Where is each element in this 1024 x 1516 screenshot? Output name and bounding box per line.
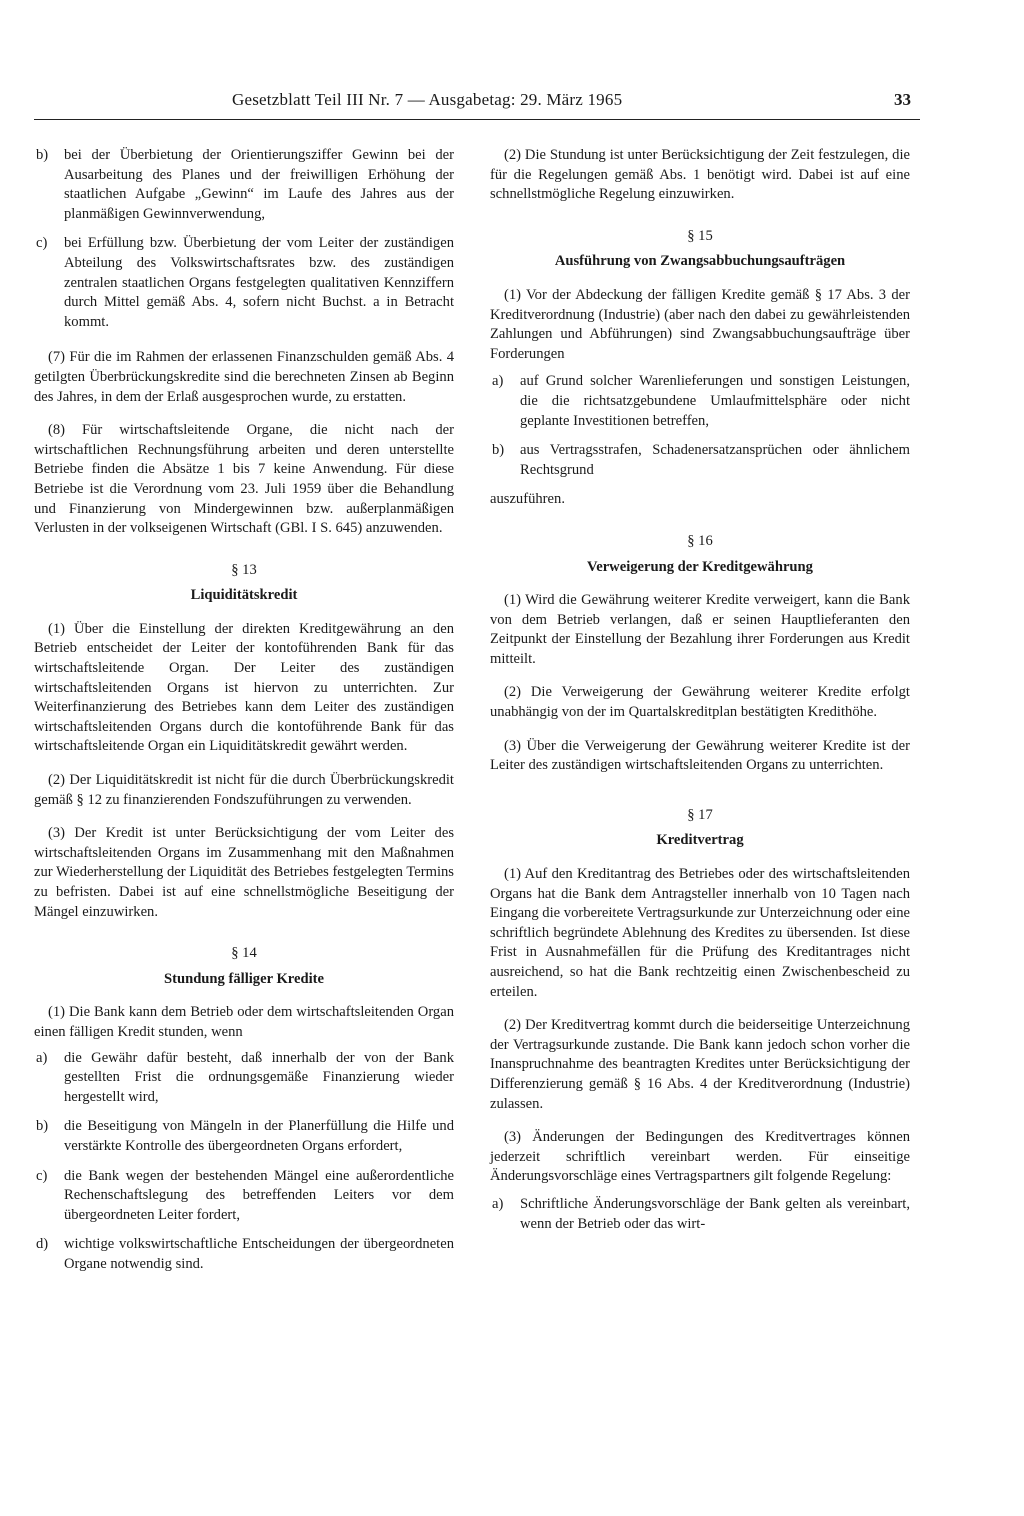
section-number: § 16 [687, 532, 713, 549]
item-label: b) [36, 1118, 49, 1135]
paragraph: (7) Für die im Rahmen der erlassenen Finanzschulden gemäß Abs. 4 getilgten Überbrückungskredite sind die berechneten Zinsen ab Beginn des Jahres, in dem der Erlaß ausgesprochen wurde, zu erstatten. [34, 349, 454, 405]
item-text: auf Grund solcher Warenlieferungen und sonstigen Leistungen, die die richtsatzgebundene Umlaufmittelsphäre oder nicht geplante Investitionen betreffen, [520, 373, 910, 429]
paragraph: (1) Wird die Gewährung weiterer Kredite verweigert, kann die Bank von dem Betrieb verlangen, daß er seinen Hauptlieferanten den Zeitpunkt der Einstellung der Bezahlung ihrer Forderungen aus Kredit mitteilt. [490, 592, 910, 667]
item-label: c) [36, 235, 48, 252]
item-text: aus Vertragsstrafen, Schadenersatzansprüchen oder ähnlichem Rechtsgrund [520, 442, 910, 478]
paragraph: (3) Über die Verweigerung der Gewährung weiterer Kredite ist der Leiter des zuständigen wirtschaftsleitenden Organs zu unterrichten. [490, 737, 910, 774]
section-number: § 13 [231, 561, 257, 578]
paragraph: (1) Die Bank kann dem Betrieb oder dem wirtschaftsleitenden Organ einen fälligen Kredit stunden, wenn [34, 1004, 454, 1040]
paragraph: (8) Für wirtschaftsleitende Organe, die nicht nach der wirtschaftlichen Rechnungsführung arbeiten und deren unterstellte Betriebe finden die Absätze 1 bis 7 keine Anwendung. Für diese Betriebe ist die Verordnung vom 23. Juli 1959 über die Behandlung und Finanzierung von Mindergewinnen bzw. außerplanmäßigen Verlusten in der volkseigenen Wirtschaft (GBl. I S. 645) anzuwenden. [34, 422, 454, 537]
paragraph: (3) Änderungen der Bedingungen des Kreditvertrages können jederzeit schriftlich vereinbart werden. Für einseitige Änderungsvorschläge eines Vertragspartners gilt folgende Regelung: [490, 1129, 910, 1185]
paragraph: (2) Die Verweigerung der Gewährung weiterer Kredite erfolgt unabhängig von der im Quartalskreditplan bestätigten Kredithöhe. [490, 684, 910, 721]
page-header [0, 84, 1024, 114]
paragraph: (1) Auf den Kreditantrag des Betriebes oder des wirtschaftsleitenden Organs hat die Bank dem Antragsteller innerhalb von 10 Tagen nach Eingang die vorbereitete Vertragsurkunde zur Unterzeichnung oder eine schriftlich begründete Ablehnung des Kredites zu übersenden. Ist diese Frist in Ausnahmefällen für die Prüfung des Kreditantrages nicht ausreichend, so hat die Bank rechtzeitig einen Zwischenbescheid zu erteilen. [490, 866, 910, 1000]
list-item [490, 372, 910, 431]
paragraph: (2) Der Kreditvertrag kommt durch die beiderseitige Unterzeichnung der Vertragsurkunde zustande. Die Bank kann jedoch schon vorher die Inanspruchnahme des beantragten Kredites unter Berücksichtigung der Differenzierung gemäß § 16 Abs. 4 der Kreditverordnung (Industrie) zulassen. [490, 1017, 910, 1112]
item-label: a) [492, 1195, 504, 1212]
section-title: Liquiditätskredit [190, 587, 298, 604]
paragraph: (3) Der Kredit ist unter Berücksichtigung der vom Leiter des wirtschaftsleitenden Organs im Zusammenhang mit den Maßnahmen zur Wiederherstellung der Liquidität des Betriebes festgelegten Termins zu befristen. Dabei ist auf eine schnellstmögliche Beseitigung der Mängel einzuwirken. [34, 825, 454, 920]
item-label: a) [492, 373, 504, 390]
paragraph: auszuführen. [490, 491, 565, 508]
item-label: a) [36, 1049, 48, 1066]
right-column [490, 146, 910, 1244]
section-number: § 15 [687, 227, 713, 244]
left-column [34, 146, 454, 1285]
header-rule [34, 119, 920, 120]
list-item [34, 1167, 454, 1226]
item-label: b) [36, 147, 49, 163]
item-text: bei Erfüllung bzw. Überbietung der vom Leiter der zuständigen Abteilung des Volkswirtschaftsrates bzw. des zuständigen zentralen staatlichen Organs festgelegten qualitativen Kennziffern durch Mittel gemäß Abs. 4, sofern nicht Buchst. a in Betracht kommt. [64, 235, 454, 330]
item-text: die Beseitigung von Mängeln in der Planerfüllung die Hilfe und verstärkte Kontrolle des übergeordneten Organs erfordert, [64, 1118, 454, 1154]
section-number: § 14 [231, 945, 257, 962]
list-item [34, 234, 454, 332]
section-title: Ausführung von Zwangsabbuchungsaufträgen [554, 253, 846, 270]
item-text: bei der Überbietung der Orientierungsziffer Gewinn bei der Ausarbeitung des Planes und der freiwilligen Erhöhung der staatlichen Aufgabe „Gewinn“ im Laufe des Jahres aus der planmäßigen Gewinnverwendung, [64, 147, 454, 222]
item-label: c) [36, 1167, 48, 1184]
item-text: wichtige volkswirtschaftliche Entscheidungen der übergeordneten Organe notwendig sind. [64, 1236, 454, 1272]
paragraph: (2) Die Stundung ist unter Berücksichtigung der Zeit festzulegen, die für die Regelungen gemäß Abs. 1 benötigt wird. Dabei ist auf eine schnellstmögliche Regelung einzuwirken. [490, 147, 910, 203]
section-title: Kreditvertrag [656, 832, 744, 849]
item-text: Schriftliche Änderungsvorschläge der Bank gelten als vereinbart, wenn der Betrieb oder das wirt- [520, 1195, 910, 1232]
header-title: Gesetzblatt Teil III Nr. 7 — Ausgabetag: 29. März 1965 [232, 90, 623, 109]
item-text: die Bank wegen der bestehenden Mängel eine außerordentliche Rechenschaftslegung des betreffenden Leiters vor dem übergeordneten Leiter fordert, [64, 1167, 454, 1223]
paragraph: (2) Der Liquiditätskredit ist nicht für die durch Überbrückungskredit gemäß § 12 zu finanzierenden Fondszuführungen zu verwenden. [34, 772, 454, 808]
paragraph: (1) Vor der Abdeckung der fälligen Kredite gemäß § 17 Abs. 3 der Kreditverordnung (Industrie) (aber nach den dabei zu gewährleistenden Zahlungen und Abführungen) sind Zwangsabbuchungsaufträge über Forderungen [490, 286, 910, 362]
item-text: die Gewähr dafür besteht, daß innerhalb der von der Bank gestellten Frist die ordnungsgemäße Finanzierung wieder hergestellt wird, [64, 1049, 454, 1105]
list-item [34, 1049, 454, 1108]
list-item [34, 1235, 454, 1274]
item-label: d) [36, 1236, 49, 1253]
item-label: b) [492, 442, 505, 459]
section-title: Verweigerung der Kreditgewährung [587, 558, 813, 575]
section-number: § 17 [687, 806, 713, 823]
page-number: 33 [894, 90, 911, 109]
paragraph: (1) Über die Einstellung der direkten Kreditgewährung an den Betrieb entscheidet der Leiter der kontoführenden Bank für das wirtschaftsleitende Organ. Der Leiter des zuständigen wirtschaftsleitenden Organs ist hiervon zu unterrichten. Zur Weiterfinanzierung des Betriebes kann dem Leiter des zuständigen wirtschaftsleitenden Organs durch die kontoführende Bank für das wirtschaftsleitende Organ ein Liquiditätskredit gewährt werden. [34, 620, 454, 755]
list-item [34, 146, 454, 224]
section-title: Stundung fälliger Kredite [163, 970, 324, 987]
list-item [34, 1117, 454, 1156]
list-item [490, 441, 910, 480]
list-item [490, 1195, 910, 1234]
